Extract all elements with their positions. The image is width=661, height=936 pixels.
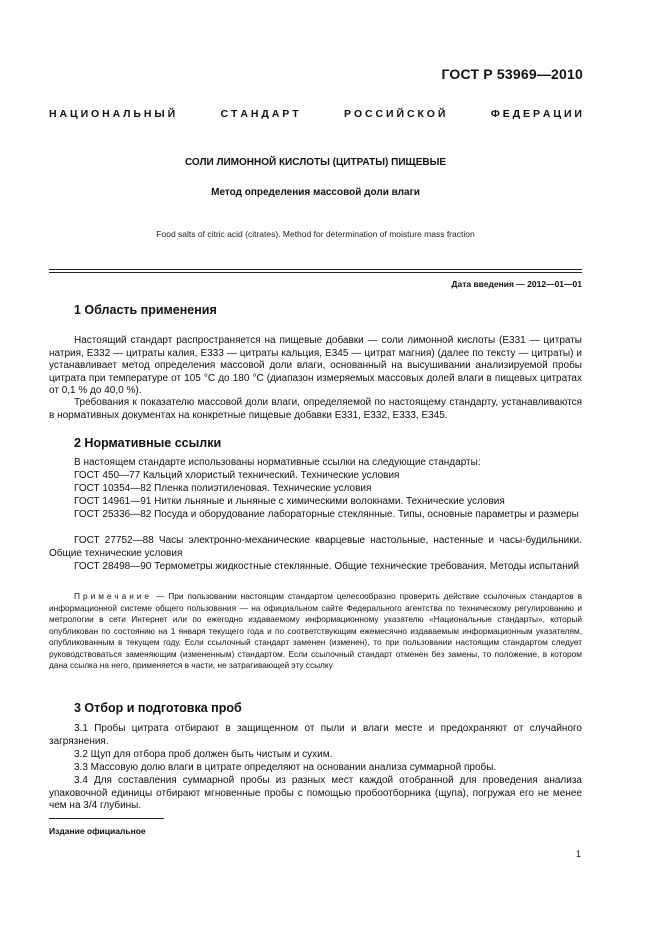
introduction-date: Дата введения — 2012—01—01 [451,279,582,289]
section-1-paragraph-2: Требования к показателю массовой доли влаги, определяемой по настоящему стандарту, устанавливаются в нормативных документах на конкретные пищевые добавки Е331, Е332, Е333, Е345. [49,397,582,421]
divider-rule [49,272,582,273]
english-title: Food salts of citric acid (citrates). Method for determination of moisture mass fraction [156,229,475,239]
footer-rule [49,818,164,819]
section-3-paragraph-1: 3.1 Пробы цитрата отбирают в защищенном от пыли и влаги месте и предохраняют от случайного загрязнения. [49,723,582,747]
reference-item: ГОСТ 450—77 Кальций хлористый технический. Технические условия [74,470,400,481]
document-title: СОЛИ ЛИМОННОЙ КИСЛОТЫ (ЦИТРАТЫ) ПИЩЕВЫЕ [184,157,447,168]
section-2-intro: В настоящем стандарте использованы нормативные ссылки на следующие стандарты: [74,457,481,468]
reference-item: ГОСТ 10354—82 Пленка полиэтиленовая. Технические условия [74,483,372,494]
divider-rule [49,269,582,270]
banner-word: Ф Е Д Е Р А Ц И И [490,108,582,120]
document-subtitle: Метод определения массовой доли влаги [211,187,420,198]
banner-word: С Т А Н Д А Р Т [220,108,299,120]
reference-item: ГОСТ 14961—91 Нитки льняные и льняные с химическими волокнами. Технические условия [74,496,505,507]
normative-note: Примечание — При пользовании настоящим стандартом целесообразно проверить действие ссылочных стандартов в информационной системе общего пользования — на официальном сайте Федерального агентства по техническому регулированию и метрологии в сети Интернет или по ежегодно издаваемому информационному указателю «Национальные стандарты», который опубликован по состоянию на 1 января текущего года и по соответствующим ежемесячно издаваемым информационным указателям, опубликованным в текущем году. Если ссылочный стандарт заменен (изменен), то при пользовании настоящим стандартом следует руководствоваться заменяющим (измененным) стандартом. Если ссылочный стандарт отменен без замены, то положение, в котором дана ссылка на него, применяется в части, не затрагивающей эту ссылку [49,591,582,670]
section-3-paragraph-2: 3.2 Щуп для отбора проб должен быть чистым и сухим. [74,749,333,760]
section-3-paragraph-4: 3.4 Для составления суммарной пробы из разных мест каждой отобранной для проведения анализа упаковочной единицы отбирают мгновенные пробы с помощью пробоотборника (щупа), погружая его не менее чем на 3/4 глубины. [49,775,582,811]
reference-item: ГОСТ 27752—88 Часы электронно-механические кварцевые настольные, настенные и часы-будильники. Общие технические условия [49,535,582,559]
reference-item: ГОСТ 28498—90 Термометры жидкостные стеклянные. Общие технические требования. Методы испытаний [74,561,579,572]
section-3-heading: 3 Отбор и подготовка проб [74,701,242,715]
national-standard-banner [49,108,582,120]
note-label: Примечание [74,591,153,601]
edition-label: Издание официальное [49,826,146,836]
reference-item: ГОСТ 25336—82 Посуда и оборудование лабораторные стеклянные. Типы, основные параметры и размеры [74,509,579,520]
banner-word: Р О С С И Й С К О Й [344,108,446,120]
banner-word: Н А Ц И О Н А Л Ь Н Ы Й [49,108,176,120]
section-2-heading: 2 Нормативные ссылки [74,436,222,450]
page-number: 1 [575,849,581,859]
section-1-heading: 1 Область применения [74,303,217,317]
section-3-paragraph-3: 3.3 Массовую долю влаги в цитрате определяют на основании анализа суммарной пробы. [74,762,497,773]
section-1-paragraph-1: Настоящий стандарт распространяется на пищевые добавки — соли лимонной кислоты (Е331 — цитраты натрия, Е332 — цитраты калия, Е333 — цитраты кальция, Е345 — цитрат магния) (далее по тексту — цитраты) и устанавливает метод определения массовой доли влаги, основанный на высушивании анализируемой пробы цитрата при температуре от 105 °С до 180 °С (диапазон измеряемых массовых долей влаги в пищевых цитратах от 0,1 % до 40,0 %). [49,335,582,396]
document-code: ГОСТ Р 53969—2010 [441,66,583,82]
